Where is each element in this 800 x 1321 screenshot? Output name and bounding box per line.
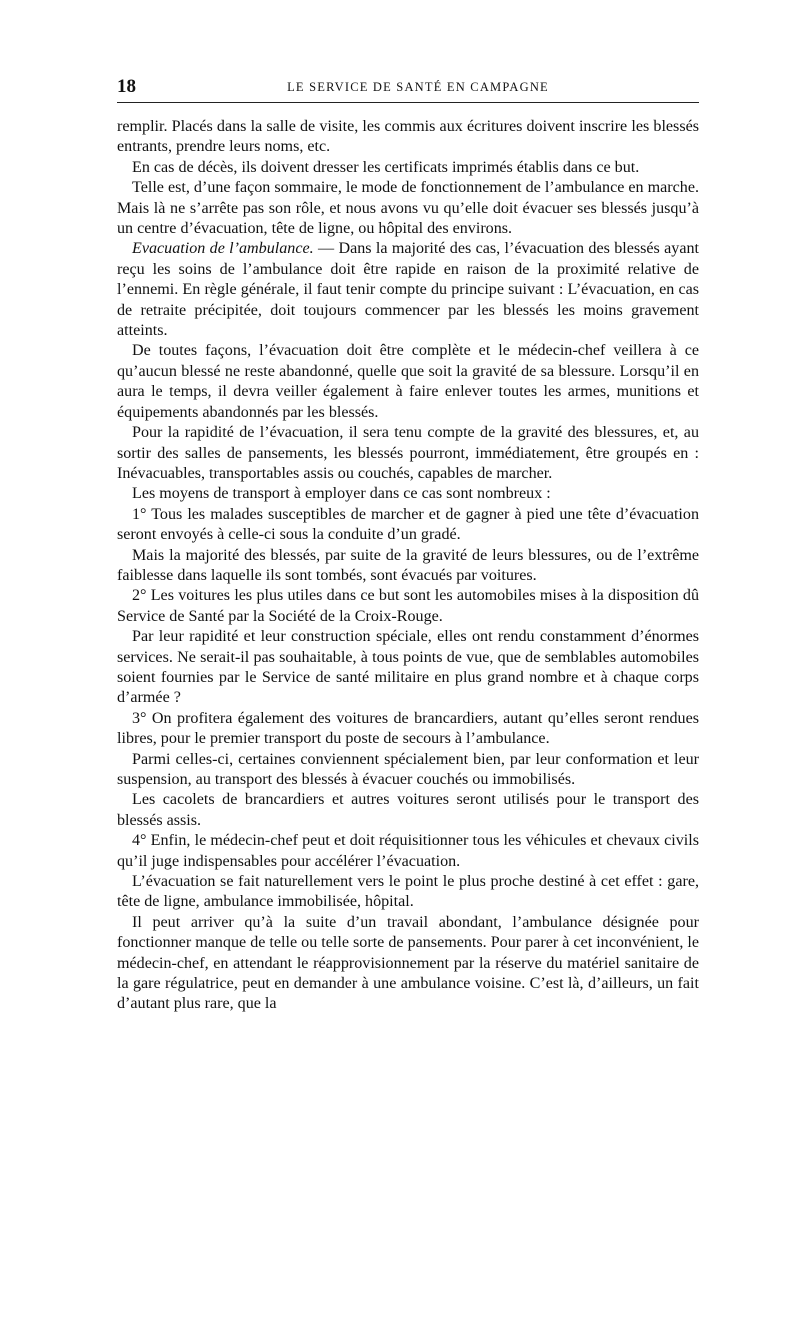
paragraph: 2° Les voitures les plus utiles dans ce but sont les automobiles mises à la disposition dû Service de Santé par la Société de la Croix-Rouge. <box>117 587 699 625</box>
body-text <box>117 117 699 1015</box>
paragraph: Evacuation de l’ambulance. — Dans la majorité des cas, l’évacuation des blessés ayant reçu les soins de l’ambulance doit être rapide en raison de la proximité relative de l’ennemi. En règle générale, il faut tenir compte du principe suivant : L’évacuation, en cas de retraite précipitée, doit toujours commencer par les blessés les moins gravement atteints. <box>117 240 699 340</box>
paragraph: L’évacuation se fait naturellement vers le point le plus proche destiné à cet effet : gare, tête de ligne, ambulance immobilisée, hôpital. <box>117 873 699 911</box>
page-number: 18 <box>117 76 136 97</box>
paragraph: remplir. Placés dans la salle de visite, les commis aux écritures doivent inscrire les blessés entrants, prendre leurs noms, etc. <box>117 118 699 156</box>
paragraph: Les cacolets de brancardiers et autres voitures seront utilisés pour le transport des blessés assis. <box>117 791 699 829</box>
paragraph: En cas de décès, ils doivent dresser les certificats imprimés établis dans ce but. <box>132 158 640 176</box>
paragraph: 1° Tous les malades susceptibles de marcher et de gagner à pied une tête d’évacuation seront envoyés à celle-ci sous la conduite d’un gradé. <box>117 505 699 544</box>
paragraph: 4° Enfin, le médecin-chef peut et doit réquisitionner tous les véhicules et chevaux civils qu’il juge indispensables pour accélérer l’évacuation. <box>117 832 699 870</box>
paragraph: Pour la rapidité de l’évacuation, il sera tenu compte de la gravité des blessures, et, au sortir des salles de pansements, les blessés pourront, immédiatement, être groupés en : Inévacuables, transportables assis ou couchés, capables de marcher. <box>117 424 699 482</box>
paragraph: Mais la majorité des blessés, par suite de la gravité de leurs blessures, ou de l’extrême faiblesse dans laquelle ils sont tombés, sont évacués par voitures. <box>117 546 699 584</box>
paragraph: Par leur rapidité et leur construction spéciale, elles ont rendu constamment d’énormes services. Ne serait-il pas souhaitable, à tous points de vue, que de semblables automobiles soient fournies par le Service de santé militaire en plus grand nombre et à chaque corps d’armée ? <box>117 628 699 707</box>
page-header <box>117 76 699 103</box>
section-heading: Evacuation de l’ambulance. <box>132 240 314 258</box>
paragraph: Il peut arriver qu’à la suite d’un travail abondant, l’ambulance désignée pour fonctionner manque de telle ou telle sorte de pansements. Pour parer à cet inconvénient, le médecin-chef, en attendant le réapprovisionnement par la réserve du matériel sanitaire de la gare régulatrice, peut en demander à une ambulance voisine. C’est là, d’ailleurs, un fait d’autant plus rare, que la <box>117 913 699 1013</box>
paragraph: De toutes façons, l’évacuation doit être complète et le médecin-chef veillera à ce qu’aucun blessé ne reste abandonné, quelle que soit la gravité de sa blessure. Lorsqu’il en aura le temps, il devra veiller également à faire enlever toutes les armes, munitions et équipements abandonnés par les blessés. <box>117 342 699 421</box>
paragraph: 3° On profitera également des voitures de brancardiers, autant qu’elles seront rendues libres, pour le premier transport du poste de secours à l’ambulance. <box>117 709 699 748</box>
paragraph: Parmi celles-ci, certaines conviennent spécialement bien, par leur conformation et leur suspension, au transport des blessés à évacuer couchés ou immobilisés. <box>117 750 699 788</box>
paragraph: Les moyens de transport à employer dans ce cas sont nombreux : <box>132 485 551 503</box>
running-title: LE SERVICE DE SANTÉ EN CAMPAGNE <box>287 80 549 94</box>
paragraph: Telle est, d’une façon sommaire, le mode de fonctionnement de l’ambulance en marche. Mais là ne s’arrête pas son rôle, et nous avons vu qu’elle doit évacuer ses blessés jusqu’à un centre d’évacuation, tête de ligne, ou hôpital des environs. <box>117 179 699 238</box>
book-page <box>117 76 699 1015</box>
